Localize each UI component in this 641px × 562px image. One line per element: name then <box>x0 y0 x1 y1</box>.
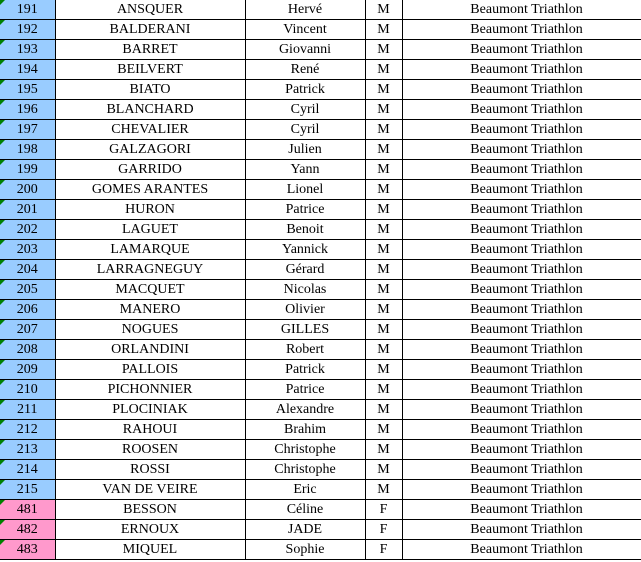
sex-cell[interactable]: M <box>365 220 402 240</box>
first-name-cell[interactable]: Yannick <box>245 240 365 260</box>
last-name-cell[interactable]: MANERO <box>55 300 245 320</box>
table-row <box>0 360 641 380</box>
last-name-cell[interactable]: HURON <box>55 200 245 220</box>
table-row <box>0 460 641 480</box>
sex-cell[interactable]: M <box>365 480 402 500</box>
last-name-cell[interactable]: LAMARQUE <box>55 240 245 260</box>
sex-cell[interactable]: M <box>365 280 402 300</box>
first-name-cell[interactable]: René <box>245 60 365 80</box>
table-row <box>0 520 641 540</box>
last-name-cell[interactable]: LARRAGNEGUY <box>55 260 245 280</box>
last-name-cell[interactable]: ROSSI <box>55 460 245 480</box>
last-name-cell[interactable]: BIATO <box>55 80 245 100</box>
first-name-cell[interactable]: Olivier <box>245 300 365 320</box>
bib-number-cell[interactable]: 191 <box>0 0 55 20</box>
table-row <box>0 240 641 260</box>
club-cell[interactable]: Beaumont Triathlon <box>402 160 641 180</box>
table-row <box>0 380 641 400</box>
last-name-cell[interactable]: ORLANDINI <box>55 340 245 360</box>
first-name-cell[interactable]: JADE <box>245 520 365 540</box>
table-row <box>0 280 641 300</box>
club-cell[interactable]: Beaumont Triathlon <box>402 60 641 80</box>
sex-cell[interactable]: M <box>365 340 402 360</box>
club-cell[interactable]: Beaumont Triathlon <box>402 140 641 160</box>
sex-cell[interactable]: F <box>365 520 402 540</box>
table-row <box>0 300 641 320</box>
sex-cell[interactable]: M <box>365 380 402 400</box>
first-name-cell[interactable]: Christophe <box>245 460 365 480</box>
sex-cell[interactable]: M <box>365 460 402 480</box>
sex-cell[interactable]: M <box>365 180 402 200</box>
bib-number-cell[interactable]: 208 <box>0 340 55 360</box>
first-name-cell[interactable]: Vincent <box>245 20 365 40</box>
first-name-cell[interactable]: Sophie <box>245 540 365 560</box>
last-name-cell[interactable]: VAN DE VEIRE <box>55 480 245 500</box>
sex-cell[interactable]: M <box>365 320 402 340</box>
club-cell[interactable]: Beaumont Triathlon <box>402 340 641 360</box>
table-row <box>0 400 641 420</box>
last-name-cell[interactable]: GALZAGORI <box>55 140 245 160</box>
club-cell[interactable]: Beaumont Triathlon <box>402 240 641 260</box>
table-row <box>0 340 641 360</box>
last-name-cell[interactable]: PICHONNIER <box>55 380 245 400</box>
last-name-cell[interactable]: BEILVERT <box>55 60 245 80</box>
club-cell[interactable]: Beaumont Triathlon <box>402 120 641 140</box>
bib-number-cell[interactable]: 483 <box>0 540 55 560</box>
bib-number-cell[interactable]: 207 <box>0 320 55 340</box>
club-cell[interactable]: Beaumont Triathlon <box>402 40 641 60</box>
sex-cell[interactable]: M <box>365 40 402 60</box>
bib-number-cell[interactable]: 209 <box>0 360 55 380</box>
bib-number-cell[interactable]: 482 <box>0 520 55 540</box>
first-name-cell[interactable]: Christophe <box>245 440 365 460</box>
club-cell[interactable]: Beaumont Triathlon <box>402 520 641 540</box>
bib-number-cell[interactable]: 214 <box>0 460 55 480</box>
table-row <box>0 260 641 280</box>
sex-cell[interactable]: M <box>365 440 402 460</box>
bib-number-cell[interactable]: 196 <box>0 100 55 120</box>
club-cell[interactable]: Beaumont Triathlon <box>402 200 641 220</box>
first-name-cell[interactable]: Patrick <box>245 360 365 380</box>
bib-number-cell[interactable]: 200 <box>0 180 55 200</box>
bib-number-cell[interactable]: 210 <box>0 380 55 400</box>
bib-number-cell[interactable]: 215 <box>0 480 55 500</box>
table-row <box>0 480 641 500</box>
table-row <box>0 220 641 240</box>
club-cell[interactable]: Beaumont Triathlon <box>402 180 641 200</box>
last-name-cell[interactable]: PLOCINIAK <box>55 400 245 420</box>
club-cell[interactable]: Beaumont Triathlon <box>402 20 641 40</box>
first-name-cell[interactable]: Cyril <box>245 120 365 140</box>
table-row <box>0 80 641 100</box>
table-row <box>0 100 641 120</box>
last-name-cell[interactable]: GARRIDO <box>55 160 245 180</box>
table-row <box>0 320 641 340</box>
club-cell[interactable]: Beaumont Triathlon <box>402 100 641 120</box>
club-cell[interactable]: Beaumont Triathlon <box>402 480 641 500</box>
bib-number-cell[interactable]: 202 <box>0 220 55 240</box>
table-row <box>0 40 641 60</box>
first-name-cell[interactable]: Lionel <box>245 180 365 200</box>
table-row <box>0 440 641 460</box>
bib-number-cell[interactable]: 205 <box>0 280 55 300</box>
club-cell[interactable]: Beaumont Triathlon <box>402 540 641 560</box>
table-row <box>0 200 641 220</box>
first-name-cell[interactable]: Céline <box>245 500 365 520</box>
club-cell[interactable]: Beaumont Triathlon <box>402 500 641 520</box>
sex-cell[interactable]: M <box>365 140 402 160</box>
table-row <box>0 420 641 440</box>
first-name-cell[interactable]: Benoit <box>245 220 365 240</box>
sex-cell[interactable]: M <box>365 400 402 420</box>
sex-cell[interactable]: M <box>365 200 402 220</box>
bib-number-cell[interactable]: 193 <box>0 40 55 60</box>
last-name-cell[interactable]: BARRET <box>55 40 245 60</box>
last-name-cell[interactable]: NOGUES <box>55 320 245 340</box>
bib-number-cell[interactable]: 199 <box>0 160 55 180</box>
sex-cell[interactable]: M <box>365 120 402 140</box>
bib-number-cell[interactable]: 481 <box>0 500 55 520</box>
first-name-cell[interactable]: Yann <box>245 160 365 180</box>
table-row <box>0 140 641 160</box>
club-cell[interactable]: Beaumont Triathlon <box>402 380 641 400</box>
table-row <box>0 0 641 20</box>
club-cell[interactable]: Beaumont Triathlon <box>402 460 641 480</box>
club-cell[interactable]: Beaumont Triathlon <box>402 400 641 420</box>
bib-number-cell[interactable]: 201 <box>0 200 55 220</box>
sex-cell[interactable]: M <box>365 420 402 440</box>
first-name-cell[interactable]: Alexandre <box>245 400 365 420</box>
bib-number-cell[interactable]: 197 <box>0 120 55 140</box>
table-row <box>0 120 641 140</box>
first-name-cell[interactable]: Brahim <box>245 420 365 440</box>
last-name-cell[interactable]: ERNOUX <box>55 520 245 540</box>
first-name-cell[interactable]: Cyril <box>245 100 365 120</box>
club-cell[interactable]: Beaumont Triathlon <box>402 260 641 280</box>
bib-number-cell[interactable]: 203 <box>0 240 55 260</box>
sex-cell[interactable]: M <box>365 20 402 40</box>
first-name-cell[interactable]: Hervé <box>245 0 365 20</box>
first-name-cell[interactable]: Robert <box>245 340 365 360</box>
sex-cell[interactable]: M <box>365 360 402 380</box>
sex-cell[interactable]: F <box>365 500 402 520</box>
club-cell[interactable]: Beaumont Triathlon <box>402 420 641 440</box>
bib-number-cell[interactable]: 204 <box>0 260 55 280</box>
sex-cell[interactable]: M <box>365 300 402 320</box>
sex-cell[interactable]: M <box>365 160 402 180</box>
sex-cell[interactable]: M <box>365 240 402 260</box>
first-name-cell[interactable]: GILLES <box>245 320 365 340</box>
bib-number-cell[interactable]: 211 <box>0 400 55 420</box>
last-name-cell[interactable]: MACQUET <box>55 280 245 300</box>
last-name-cell[interactable]: PALLOIS <box>55 360 245 380</box>
first-name-cell[interactable]: Patrice <box>245 380 365 400</box>
table-row <box>0 180 641 200</box>
sex-cell[interactable]: M <box>365 100 402 120</box>
club-cell[interactable]: Beaumont Triathlon <box>402 0 641 20</box>
last-name-cell[interactable]: MIQUEL <box>55 540 245 560</box>
last-name-cell[interactable]: CHEVALIER <box>55 120 245 140</box>
club-cell[interactable]: Beaumont Triathlon <box>402 300 641 320</box>
first-name-cell[interactable]: Giovanni <box>245 40 365 60</box>
club-cell[interactable]: Beaumont Triathlon <box>402 80 641 100</box>
club-cell[interactable]: Beaumont Triathlon <box>402 440 641 460</box>
bib-number-cell[interactable]: 206 <box>0 300 55 320</box>
table-row <box>0 540 641 560</box>
last-name-cell[interactable]: GOMES ARANTES <box>55 180 245 200</box>
last-name-cell[interactable]: LAGUET <box>55 220 245 240</box>
bib-number-cell[interactable]: 195 <box>0 80 55 100</box>
bib-number-cell[interactable]: 212 <box>0 420 55 440</box>
bib-number-cell[interactable]: 194 <box>0 60 55 80</box>
first-name-cell[interactable]: Gérard <box>245 260 365 280</box>
sex-cell[interactable]: M <box>365 60 402 80</box>
first-name-cell[interactable]: Patrick <box>245 80 365 100</box>
first-name-cell[interactable]: Patrice <box>245 200 365 220</box>
table-row <box>0 500 641 520</box>
club-cell[interactable]: Beaumont Triathlon <box>402 360 641 380</box>
first-name-cell[interactable]: Julien <box>245 140 365 160</box>
club-cell[interactable]: Beaumont Triathlon <box>402 220 641 240</box>
last-name-cell[interactable]: BALDERANI <box>55 20 245 40</box>
last-name-cell[interactable]: RAHOUI <box>55 420 245 440</box>
sex-cell[interactable]: F <box>365 540 402 560</box>
club-cell[interactable]: Beaumont Triathlon <box>402 320 641 340</box>
last-name-cell[interactable]: BESSON <box>55 500 245 520</box>
sex-cell[interactable]: M <box>365 80 402 100</box>
last-name-cell[interactable]: ANSQUER <box>55 0 245 20</box>
table-row <box>0 20 641 40</box>
last-name-cell[interactable]: ROOSEN <box>55 440 245 460</box>
bib-number-cell[interactable]: 192 <box>0 20 55 40</box>
bib-number-cell[interactable]: 198 <box>0 140 55 160</box>
sex-cell[interactable]: M <box>365 0 402 20</box>
club-cell[interactable]: Beaumont Triathlon <box>402 280 641 300</box>
sex-cell[interactable]: M <box>365 260 402 280</box>
first-name-cell[interactable]: Eric <box>245 480 365 500</box>
table-row <box>0 160 641 180</box>
table-row <box>0 60 641 80</box>
last-name-cell[interactable]: BLANCHARD <box>55 100 245 120</box>
first-name-cell[interactable]: Nicolas <box>245 280 365 300</box>
bib-number-cell[interactable]: 213 <box>0 440 55 460</box>
